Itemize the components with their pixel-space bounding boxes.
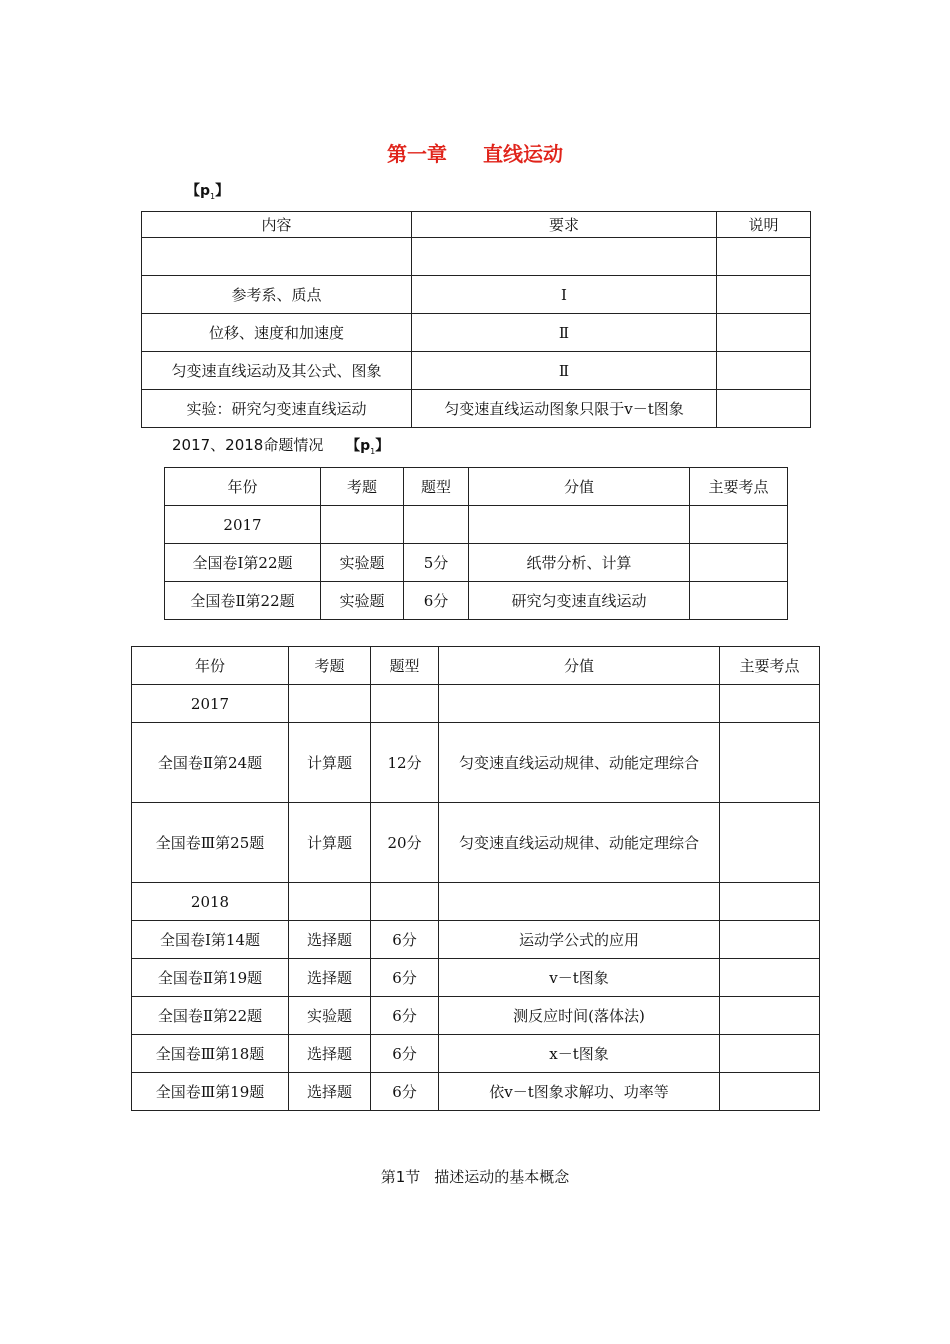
table-cell: [720, 723, 820, 803]
header-cell: 题型: [371, 647, 439, 685]
table-cell: 全国卷Ⅱ第22题: [165, 582, 321, 620]
table-cell: [720, 883, 820, 921]
table-cell: [720, 921, 820, 959]
table-cell: [412, 238, 717, 276]
table-cell: [439, 883, 720, 921]
table-row: [132, 685, 820, 723]
table-cell: 12分: [371, 723, 439, 803]
table-cell: 全国卷Ⅲ第18题: [132, 1035, 289, 1073]
table-cell: [321, 506, 404, 544]
requirements-table: [141, 211, 811, 428]
page-ref-tag: 【$p_1$】: [186, 183, 230, 201]
table-cell: 研究匀变速直线运动: [469, 582, 690, 620]
table-cell: [720, 803, 820, 883]
table-cell: [289, 685, 371, 723]
table-cell: 匀变速直线运动规律、动能定理综合: [439, 803, 720, 883]
table-cell: [289, 883, 371, 921]
table-cell: [720, 959, 820, 997]
table-cell: 选择题: [289, 959, 371, 997]
section-name: 描述运动的基本概念: [434, 1168, 570, 1186]
table-cell: 全国卷Ⅲ第25题: [132, 803, 289, 883]
table-cell: 全国卷Ⅰ第22题: [165, 544, 321, 582]
table-cell: 实验：研究匀变速直线运动: [142, 390, 412, 428]
table-row: [165, 506, 788, 544]
table-cell: 匀变速直线运动及其公式、图象: [142, 352, 412, 390]
table-cell: 全国卷Ⅱ第19题: [132, 959, 289, 997]
header-cell: 要求: [412, 212, 717, 238]
section-title: [0, 1166, 950, 1187]
table-cell: 20分: [371, 803, 439, 883]
table-row: [132, 1035, 820, 1073]
table-cell: 运动学公式的应用: [439, 921, 720, 959]
header-cell: 内容: [142, 212, 412, 238]
table-row: [132, 883, 820, 921]
table-cell: 实验题: [289, 997, 371, 1035]
header-cell: 题型: [404, 468, 469, 506]
table-cell: 实验题: [321, 544, 404, 582]
table-row: [132, 803, 820, 883]
table-cell: 计算题: [289, 803, 371, 883]
header-cell: 考题: [289, 647, 371, 685]
table-row: [132, 723, 820, 803]
header-cell: 主要考点: [720, 647, 820, 685]
table-cell: [717, 352, 811, 390]
table-cell: 2017: [132, 685, 289, 723]
table-cell: 2018: [132, 883, 289, 921]
table-cell: [720, 685, 820, 723]
table-row: [132, 1073, 820, 1111]
header-cell: 说明: [717, 212, 811, 238]
table-row: [142, 238, 811, 276]
table-cell: [469, 506, 690, 544]
table-cell: 6分: [371, 921, 439, 959]
chapter-name: 直线运动: [483, 142, 563, 166]
table-cell: [439, 685, 720, 723]
table-cell: [717, 276, 811, 314]
table-row: [142, 390, 811, 428]
table-row: [132, 959, 820, 997]
table-row: [142, 352, 811, 390]
table-cell: 6分: [371, 997, 439, 1035]
chapter-title: [0, 138, 950, 167]
header-cell: 年份: [132, 647, 289, 685]
table-cell: 测反应时间(落体法): [439, 997, 720, 1035]
table-cell: 选择题: [289, 921, 371, 959]
table-cell: Ⅱ: [412, 352, 717, 390]
table-cell: [371, 883, 439, 921]
table-cell: 6分: [404, 582, 469, 620]
table-row: [132, 997, 820, 1035]
table-cell: 位移、速度和加速度: [142, 314, 412, 352]
table-cell: 匀变速直线运动图象只限于v－t图象: [412, 390, 717, 428]
table-cell: v－t图象: [439, 959, 720, 997]
table-cell: 参考系、质点: [142, 276, 412, 314]
table-cell: [720, 1073, 820, 1111]
table-row: [142, 276, 811, 314]
exam-table-2017-2018: [131, 646, 820, 1111]
table-cell: [371, 685, 439, 723]
header-cell: 考题: [321, 468, 404, 506]
table-row: [165, 544, 788, 582]
table-cell: Ⅰ: [412, 276, 717, 314]
page-ref-tag: 【$p_1$】: [346, 438, 390, 456]
table-cell: 依v－t图象求解功、功率等: [439, 1073, 720, 1111]
table-cell: [720, 997, 820, 1035]
table-cell: 选择题: [289, 1035, 371, 1073]
table-row: [165, 582, 788, 620]
table-cell: [690, 544, 788, 582]
table-row: [132, 921, 820, 959]
table-cell: 全国卷Ⅱ第22题: [132, 997, 289, 1035]
table-cell: 6分: [371, 1035, 439, 1073]
header-cell: 年份: [165, 468, 321, 506]
table-cell: Ⅱ: [412, 314, 717, 352]
table-cell: [690, 506, 788, 544]
header-cell: 主要考点: [690, 468, 788, 506]
table-cell: [404, 506, 469, 544]
table-cell: 计算题: [289, 723, 371, 803]
table-cell: [690, 582, 788, 620]
table-cell: [142, 238, 412, 276]
table-cell: 5分: [404, 544, 469, 582]
table-header-row: [142, 212, 811, 238]
table-header-row: [132, 647, 820, 685]
table-header-row: [165, 468, 788, 506]
header-cell: 分值: [469, 468, 690, 506]
table-cell: 6分: [371, 1073, 439, 1111]
exam-caption: 2017、2018命题情况 【$p_1$】: [172, 436, 390, 456]
table-cell: 6分: [371, 959, 439, 997]
table-cell: 全国卷Ⅰ第14题: [132, 921, 289, 959]
chapter-label: 第一章: [387, 142, 447, 166]
table-cell: 纸带分析、计算: [469, 544, 690, 582]
table-cell: 实验题: [321, 582, 404, 620]
table-cell: [717, 238, 811, 276]
table-cell: 2017: [165, 506, 321, 544]
header-cell: 分值: [439, 647, 720, 685]
table-cell: 全国卷Ⅲ第19题: [132, 1073, 289, 1111]
table-row: [142, 314, 811, 352]
exam-table-2017: [164, 467, 788, 620]
section-label: 第1节: [380, 1168, 421, 1186]
table-cell: 全国卷Ⅱ第24题: [132, 723, 289, 803]
table-cell: [717, 314, 811, 352]
table-cell: [720, 1035, 820, 1073]
table-cell: [717, 390, 811, 428]
table-cell: 匀变速直线运动规律、动能定理综合: [439, 723, 720, 803]
table-cell: 选择题: [289, 1073, 371, 1111]
table-cell: x－t图象: [439, 1035, 720, 1073]
